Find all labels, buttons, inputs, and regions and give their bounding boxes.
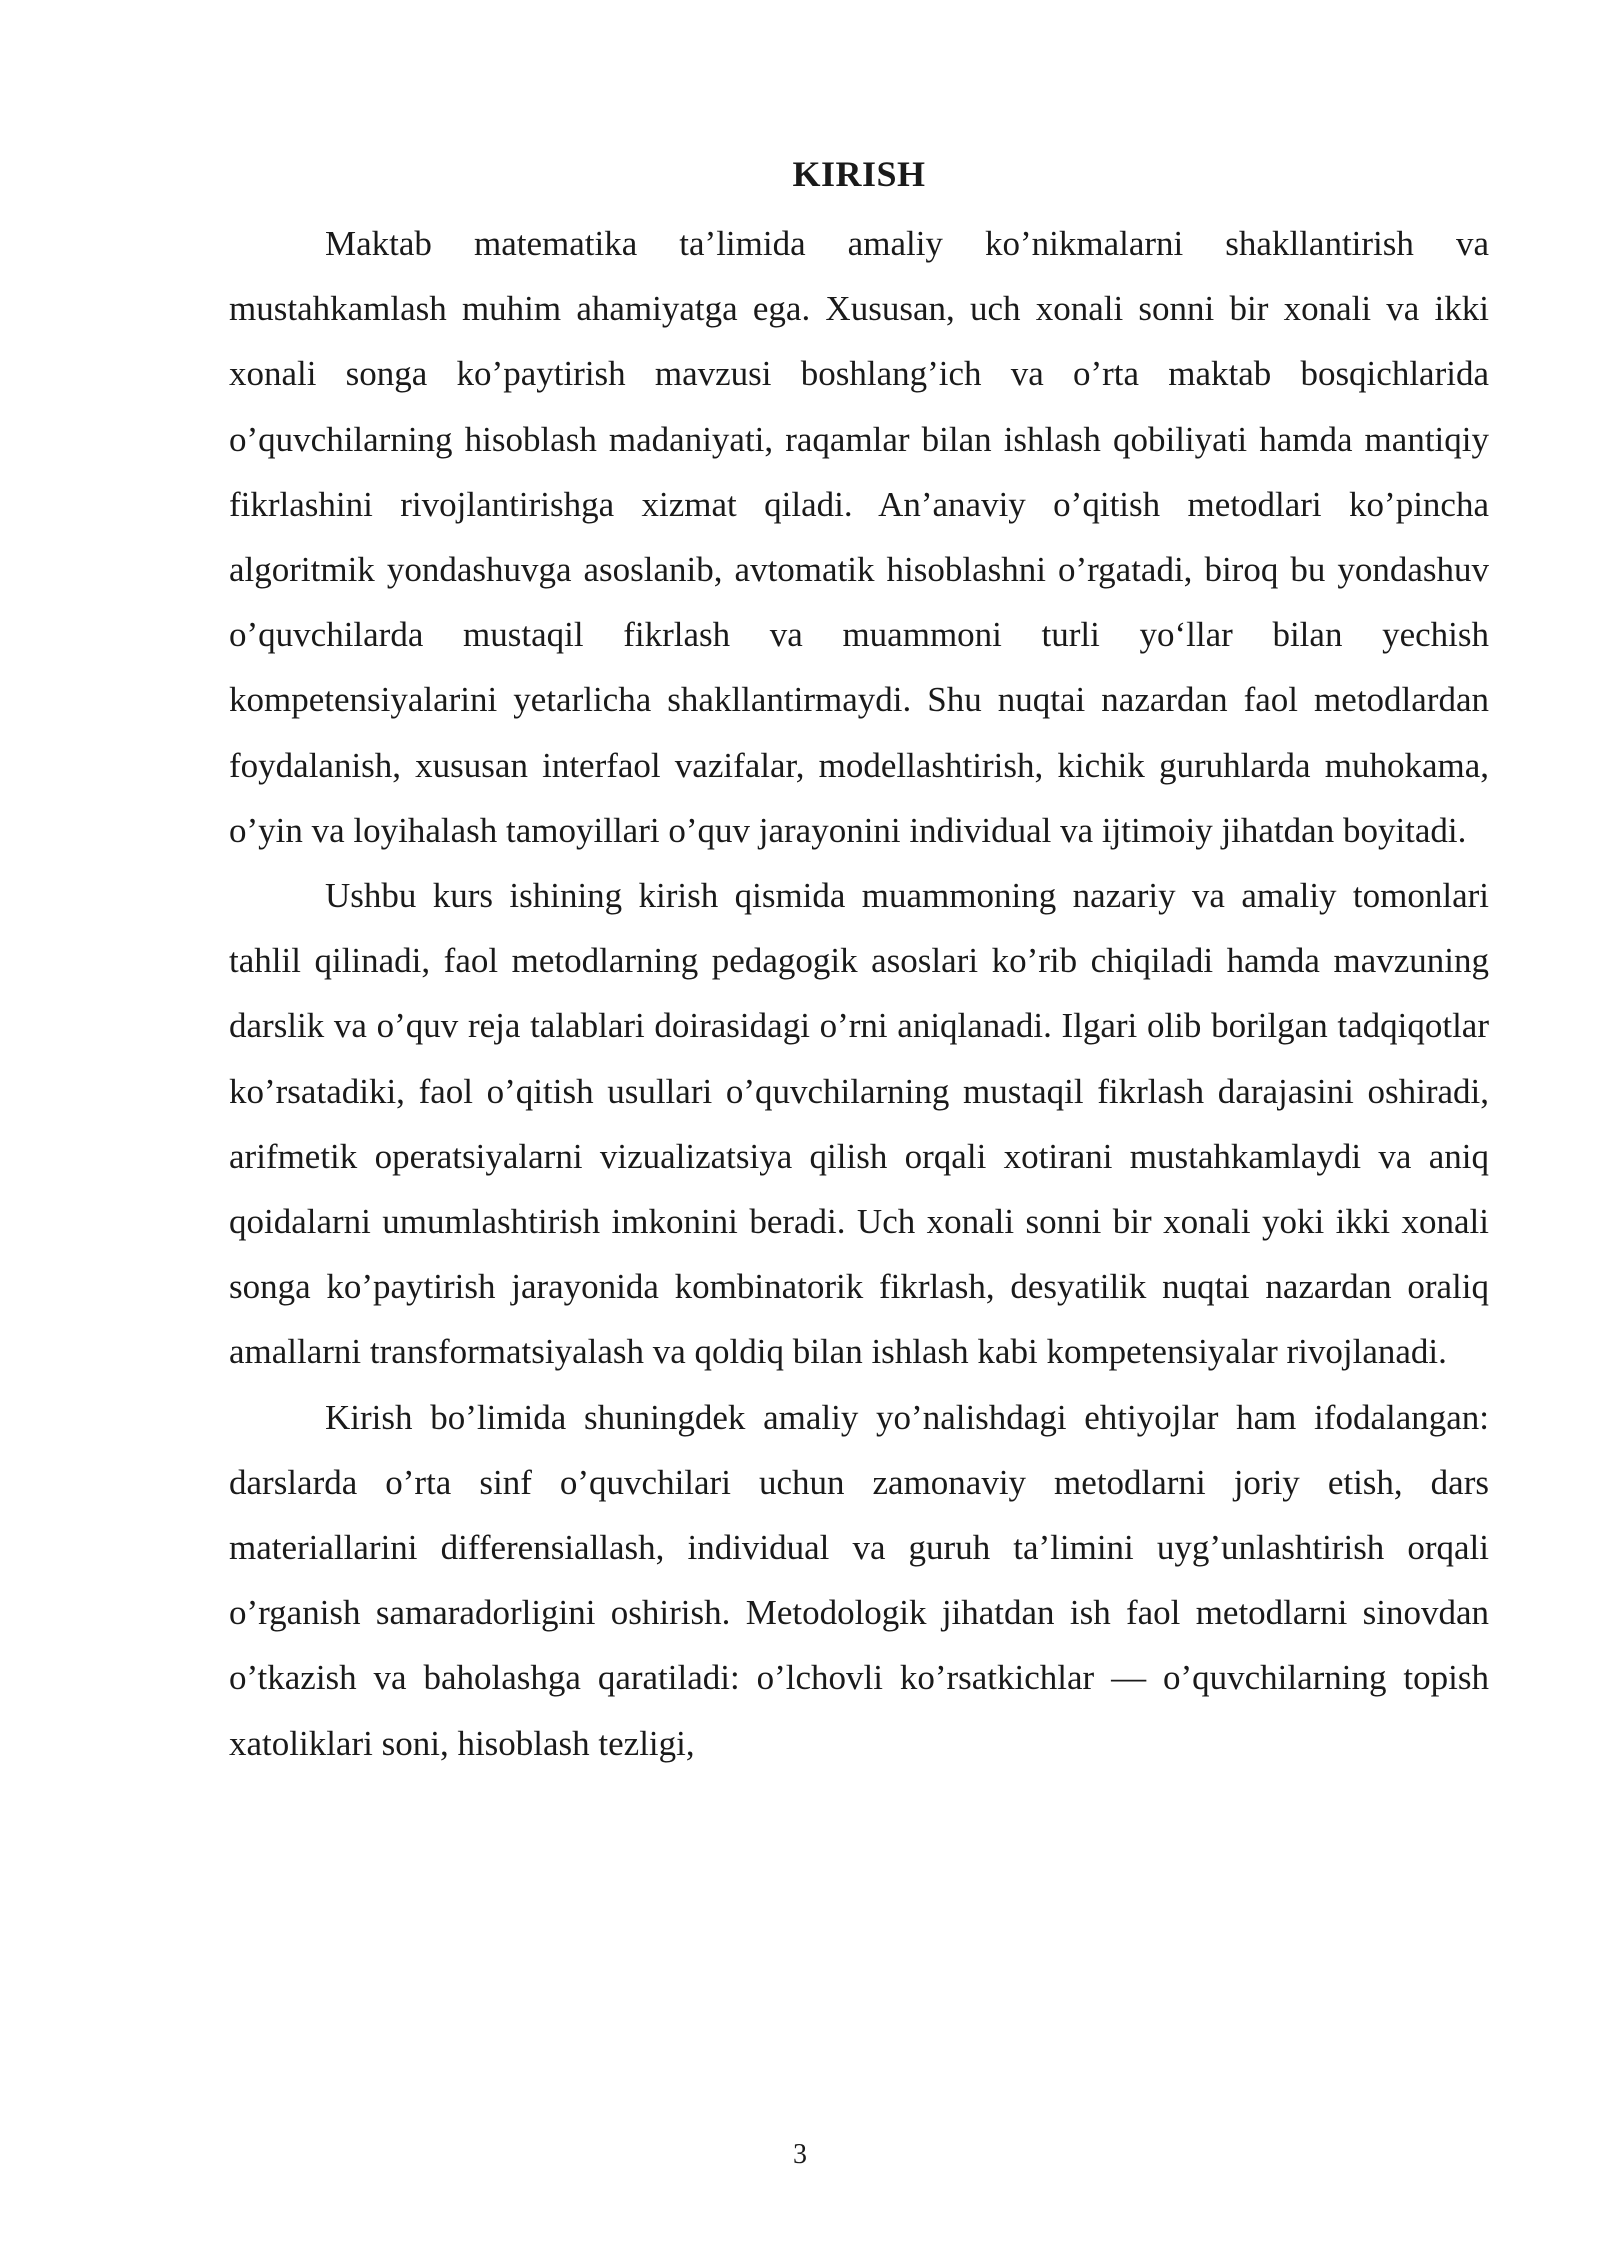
page-number: 3	[793, 2139, 807, 2170]
section-title: KIRISH	[792, 154, 926, 194]
paragraph-3: Kirish bo’limida shuningdek amaliy yo’nalishdagi ehtiyojlar ham ifodalangan: darslarda o’rta sinf o’quvchilari uchun zamonaviy metodlarni joriy etish, dars materiallarini differensiallash, individual va guruh ta’limini uyg’unlashtirish orqali o’rganish samaradorligini oshirish. Metodologik jihatdan ish faol metodlarni sinovdan o’tkazish va baholashga qaratiladi: o’lchovli ko’rsatkichlar — o’quvchilarning topish xatoliklari soni, hisoblash tezligi,	[229, 1397, 1489, 1763]
paragraph-1: Maktab matematika ta’limida amaliy ko’nikmalarni shakllantirish va mustahkamlash muhim ahamiyatga ega. Xususan, uch xonali sonni bir xonali va ikki xonali songa ko’paytirish mavzusi boshlang’ich va o’rta maktab bosqichlarida o’quvchilarning hisoblash madaniyati, raqamlar bilan ishlash qobiliyati hamda mantiqiy fikrlashini rivojlantirishga xizmat qiladi. An’anaviy o’qitish metodlari ko’pincha algoritmik yondashuvga asoslanib, avtomatik hisoblashni o’rgatadi, biroq bu yondashuv o’quvchilarda mustaqil fikrlash va muammoni turli yo‘llar bilan yechish kompetensiyalarini yetarlicha shakllantirmaydi. Shu nuqtai nazardan faol metodlardan foydalanish, xususan interfaol vazifalar, modellashtirish, kichik guruhlarda muhokama, o’yin va loyihalash tamoyillari o’quv jarayonini individual va ijtimoiy jihatdan boyitadi.	[229, 224, 1489, 850]
paragraph-2: Ushbu kurs ishining kirish qismida muammoning nazariy va amaliy tomonlari tahlil qilinadi, faol metodlarning pedagogik asoslari ko’rib chiqiladi hamda mavzuning darslik va o’quv reja talablari doirasidagi o’rni aniqlanadi. Ilgari olib borilgan tadqiqotlar ko’rsatadiki, faol o’qitish usullari o’quvchilarning mustaqil fikrlash darajasini oshiradi, arifmetik operatsiyalarni vizualizatsiya qilish orqali xotirani mustahkamlaydi va aniq qoidalarni umumlashtirish imkonini beradi. Uch xonali sonni bir xonali yoki ikki xonali songa ko’paytirish jarayonida kombinatorik fikrlash, desyatilik nuqtai nazardan oraliq amallarni transformatsiyalash va qoldiq bilan ishlash kabi kompetensiyalar rivojlanadi.	[229, 876, 1489, 1372]
page-content	[229, 147, 1489, 1776]
